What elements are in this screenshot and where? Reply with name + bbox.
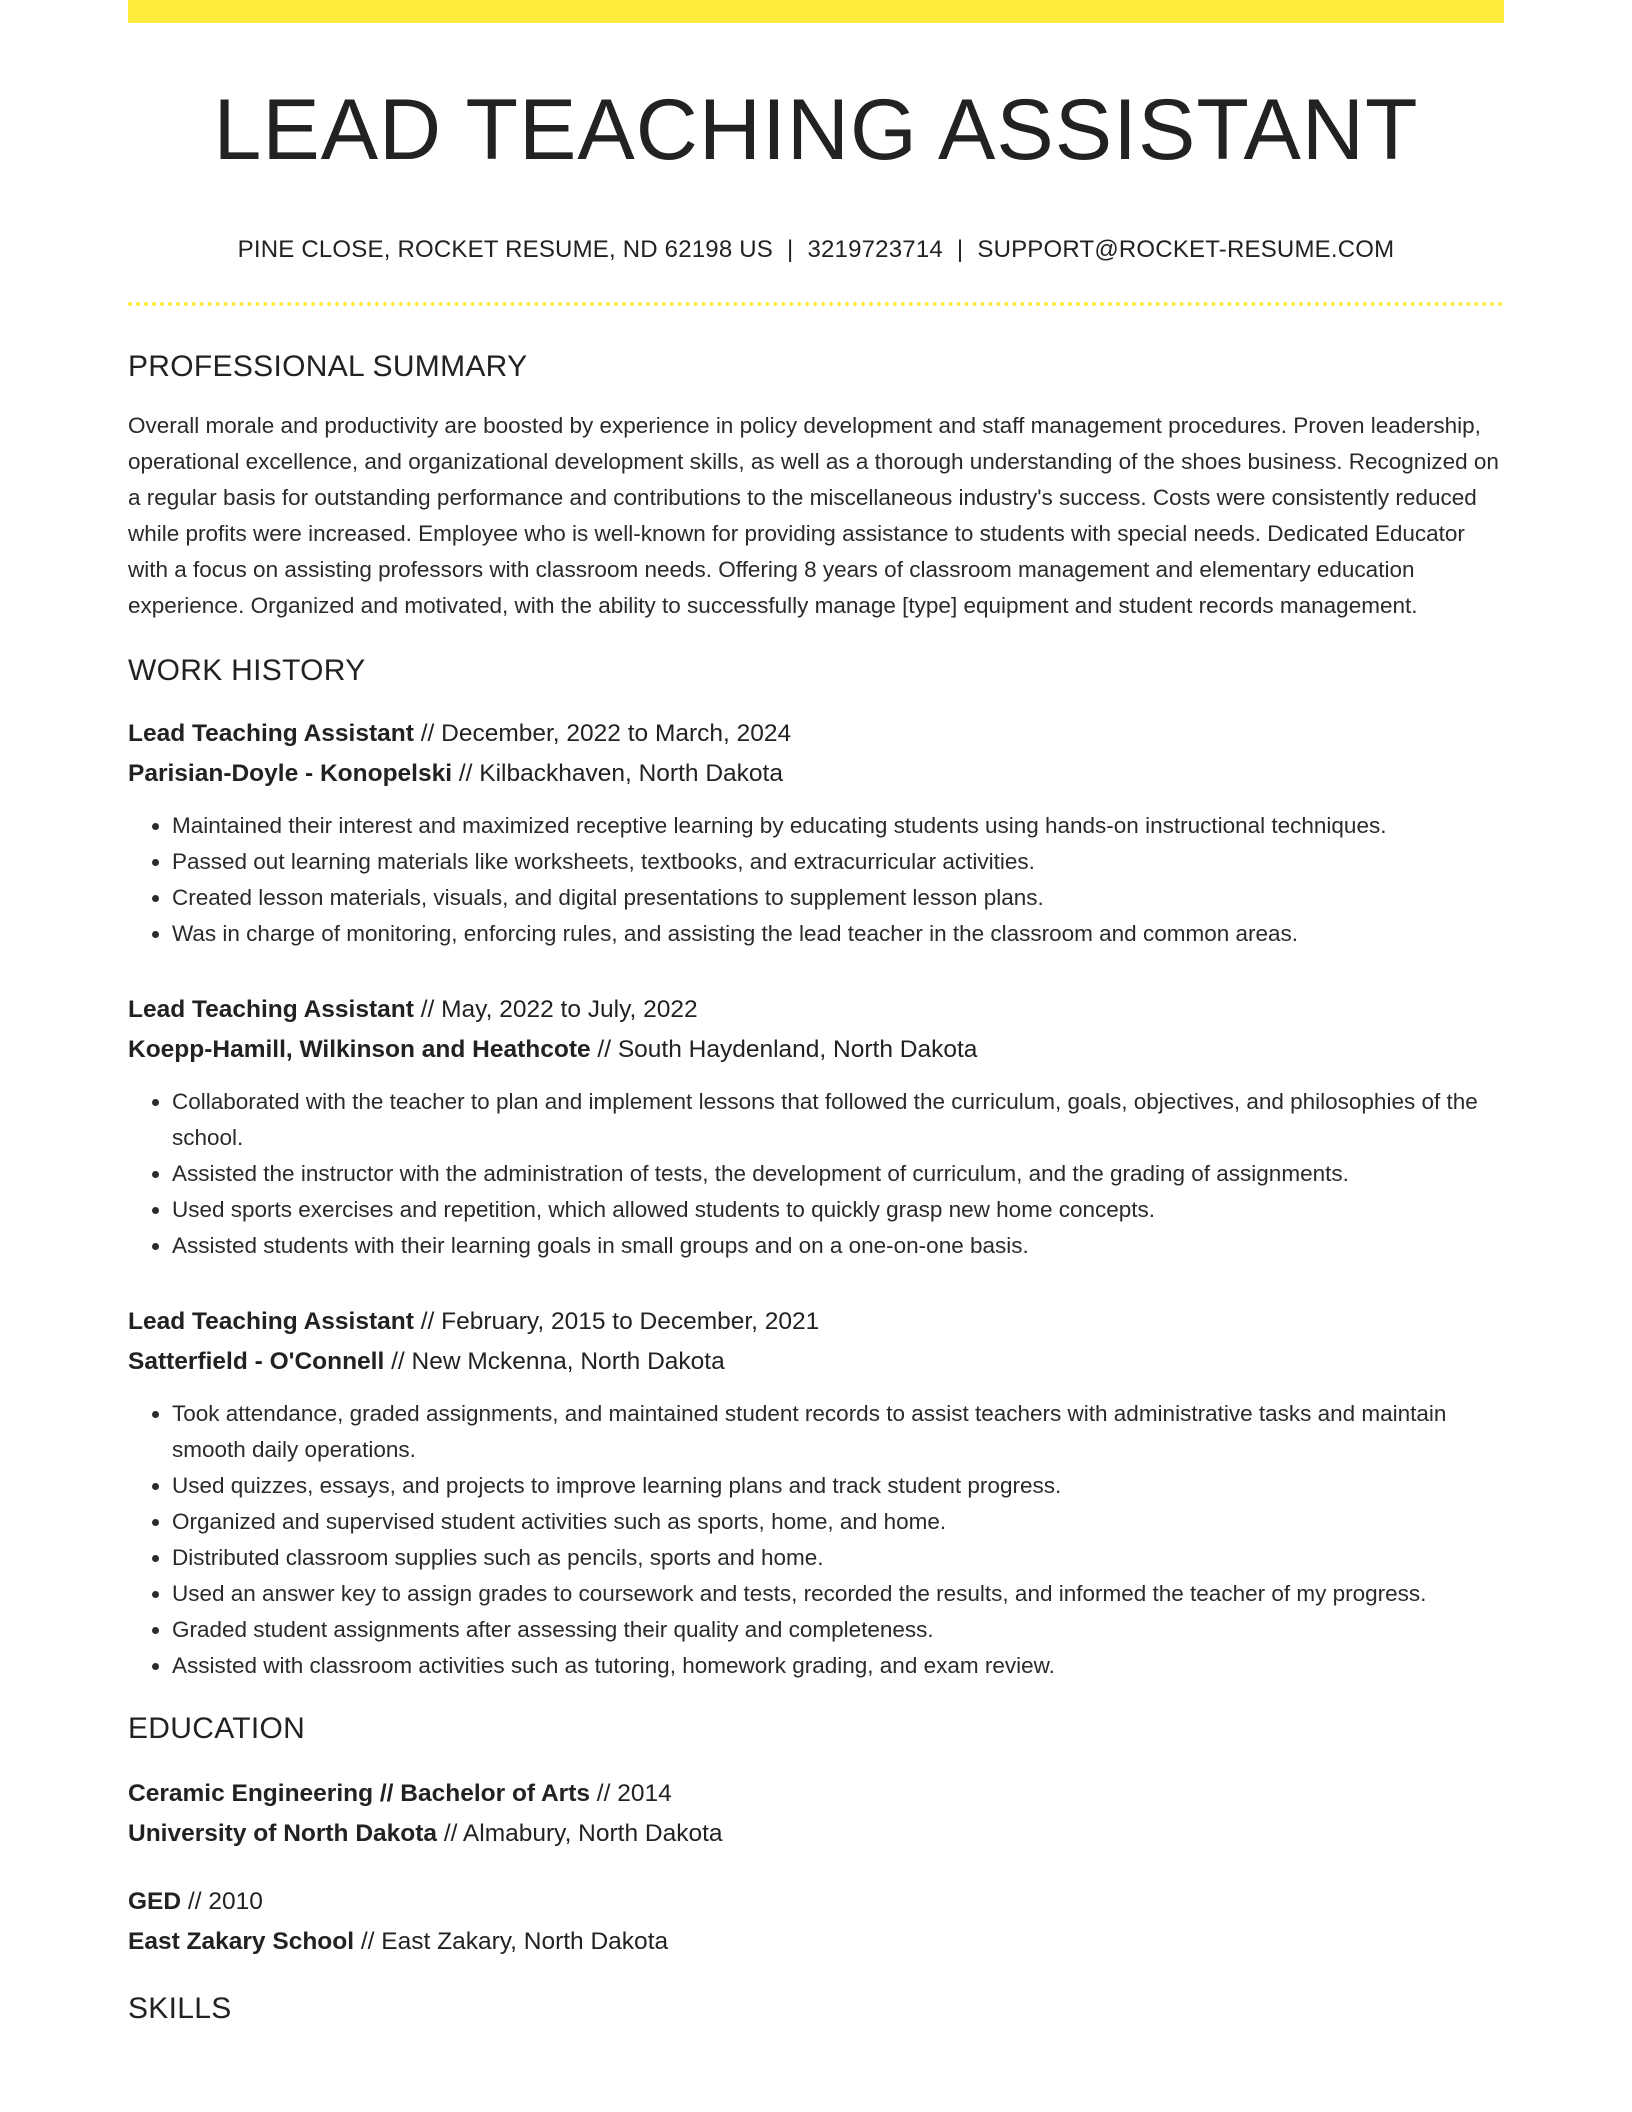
education-degree: Ceramic Engineering // Bachelor of Arts (128, 1779, 590, 1807)
job-company: Parisian-Doyle - Konopelski (128, 759, 453, 787)
job-company-line (128, 754, 1504, 794)
contact-separator: | (956, 235, 964, 263)
job-bullet: • Graded student assignments after assessing their quality and completeness. (172, 1612, 1504, 1648)
job-bullet-list (128, 808, 1504, 952)
section-title-skills: SKILLS (128, 1991, 232, 2025)
job-company-line (128, 1342, 1504, 1382)
resume-title: LEAD TEACHING ASSISTANT (213, 82, 1419, 178)
education-degree-line (128, 1882, 1504, 1922)
job-bullet: • Assisted the instructor with the administration of tests, the development of curriculum, and the grading of assignments. (172, 1156, 1504, 1192)
job-bullet: • Collaborated with the teacher to plan and implement lessons that followed the curriculum, goals, objectives, and philosophies of the school. (172, 1084, 1504, 1156)
job-bullet: • Distributed classroom supplies such as pencils, sports and home. (172, 1540, 1504, 1576)
education-year: // 2010 (181, 1887, 263, 1915)
section-title-summary: PROFESSIONAL SUMMARY (128, 349, 528, 383)
education-list (128, 1774, 1504, 1962)
education-school: East Zakary School (128, 1927, 355, 1955)
job-bullet: • Assisted with classroom activities such as tutoring, homework grading, and exam review. (172, 1648, 1504, 1684)
job-bullet: • Was in charge of monitoring, enforcing rules, and assisting the lead teacher in the classroom and common areas. (172, 916, 1504, 952)
job-entry (128, 990, 1504, 1264)
accent-top-bar (128, 0, 1504, 23)
education-school-line (128, 1922, 1504, 1962)
job-bullet: • Assisted students with their learning goals in small groups and on a one-on-one basis. (172, 1228, 1504, 1264)
education-year: // 2014 (589, 1779, 672, 1807)
job-dates: // February, 2015 to December, 2021 (413, 1307, 820, 1335)
job-bullet: • Used an answer key to assign grades to coursework and tests, recorded the results, and informed the teacher of my progress. (172, 1576, 1504, 1612)
education-entry (128, 1882, 1504, 1962)
education-location: // East Zakary, North Dakota (354, 1927, 669, 1955)
job-location: // New Mckenna, North Dakota (384, 1347, 725, 1375)
job-bullet: • Used sports exercises and repetition, which allowed students to quickly grasp new home concepts. (172, 1192, 1504, 1228)
job-company: Koepp-Hamill, Wilkinson and Heathcote (128, 1035, 591, 1063)
job-company-line (128, 1030, 1504, 1070)
contact-line (128, 236, 1504, 264)
job-bullet: • Passed out learning materials like worksheets, textbooks, and extracurricular activities. (172, 844, 1504, 880)
job-bullet: • Maintained their interest and maximized receptive learning by educating students using hands-on instructional techniques. (172, 808, 1504, 844)
education-school: University of North Dakota (128, 1819, 438, 1847)
work-history-list (128, 714, 1504, 1684)
job-title-line (128, 990, 1504, 1030)
job-bullet: • Used quizzes, essays, and projects to improve learning plans and track student progress. (172, 1468, 1504, 1504)
job-location: // Kilbackhaven, North Dakota (452, 759, 783, 787)
job-entry (128, 714, 1504, 952)
job-role: Lead Teaching Assistant (128, 719, 414, 747)
contact-address: PINE CLOSE, ROCKET RESUME, ND 62198 US (237, 235, 773, 263)
dotted-divider (128, 302, 1504, 306)
education-degree: GED (128, 1887, 182, 1915)
job-entry (128, 1302, 1504, 1684)
job-bullet-list (128, 1084, 1504, 1264)
contact-phone: 3219723714 (807, 235, 943, 263)
education-entry (128, 1774, 1504, 1854)
resume-page (128, 0, 1504, 2026)
job-company: Satterfield - O'Connell (128, 1347, 385, 1375)
job-dates: // December, 2022 to March, 2024 (413, 719, 792, 747)
job-role: Lead Teaching Assistant (128, 995, 414, 1023)
education-location: // Almabury, North Dakota (437, 1819, 723, 1847)
job-location: // South Haydenland, North Dakota (590, 1035, 978, 1063)
job-bullet: • Created lesson materials, visuals, and digital presentations to supplement lesson plans. (172, 880, 1504, 916)
job-role: Lead Teaching Assistant (128, 1307, 414, 1335)
summary-text: Overall morale and productivity are boosted by experience in policy development and staff management procedures. Proven leadership, operational excellence, and organizational development skills, as well as a thorough understanding of the shoes business. Recognized on a regular basis for outstanding performance and contributions to the miscellaneous industry's success. Costs were consistently reduced while profits were increased. Employee who is well-known for providing assistance to students with special needs. Dedicated Educator with a focus on assisting professors with classroom needs. Offering 8 years of classroom management and elementary education experience. Organized and motivated, with the ability to successfully manage [type] equipment and student records management. (128, 412, 1499, 618)
job-title-line (128, 1302, 1504, 1342)
contact-email: SUPPORT@ROCKET-RESUME.COM (977, 235, 1395, 263)
job-bullet: • Took attendance, graded assignments, and maintained student records to assist teachers with administrative tasks and maintain smooth daily operations. (172, 1396, 1504, 1468)
contact-separator: | (787, 235, 794, 263)
education-school-line (128, 1814, 1504, 1854)
job-dates: // May, 2022 to July, 2022 (413, 995, 698, 1023)
section-title-education: EDUCATION (128, 1711, 306, 1745)
job-bullet-list (128, 1396, 1504, 1684)
education-degree-line (128, 1774, 1504, 1814)
section-title-work-history: WORK HISTORY (128, 653, 366, 687)
job-bullet: • Organized and supervised student activities such as sports, home, and home. (172, 1504, 1504, 1540)
job-title-line (128, 714, 1504, 754)
